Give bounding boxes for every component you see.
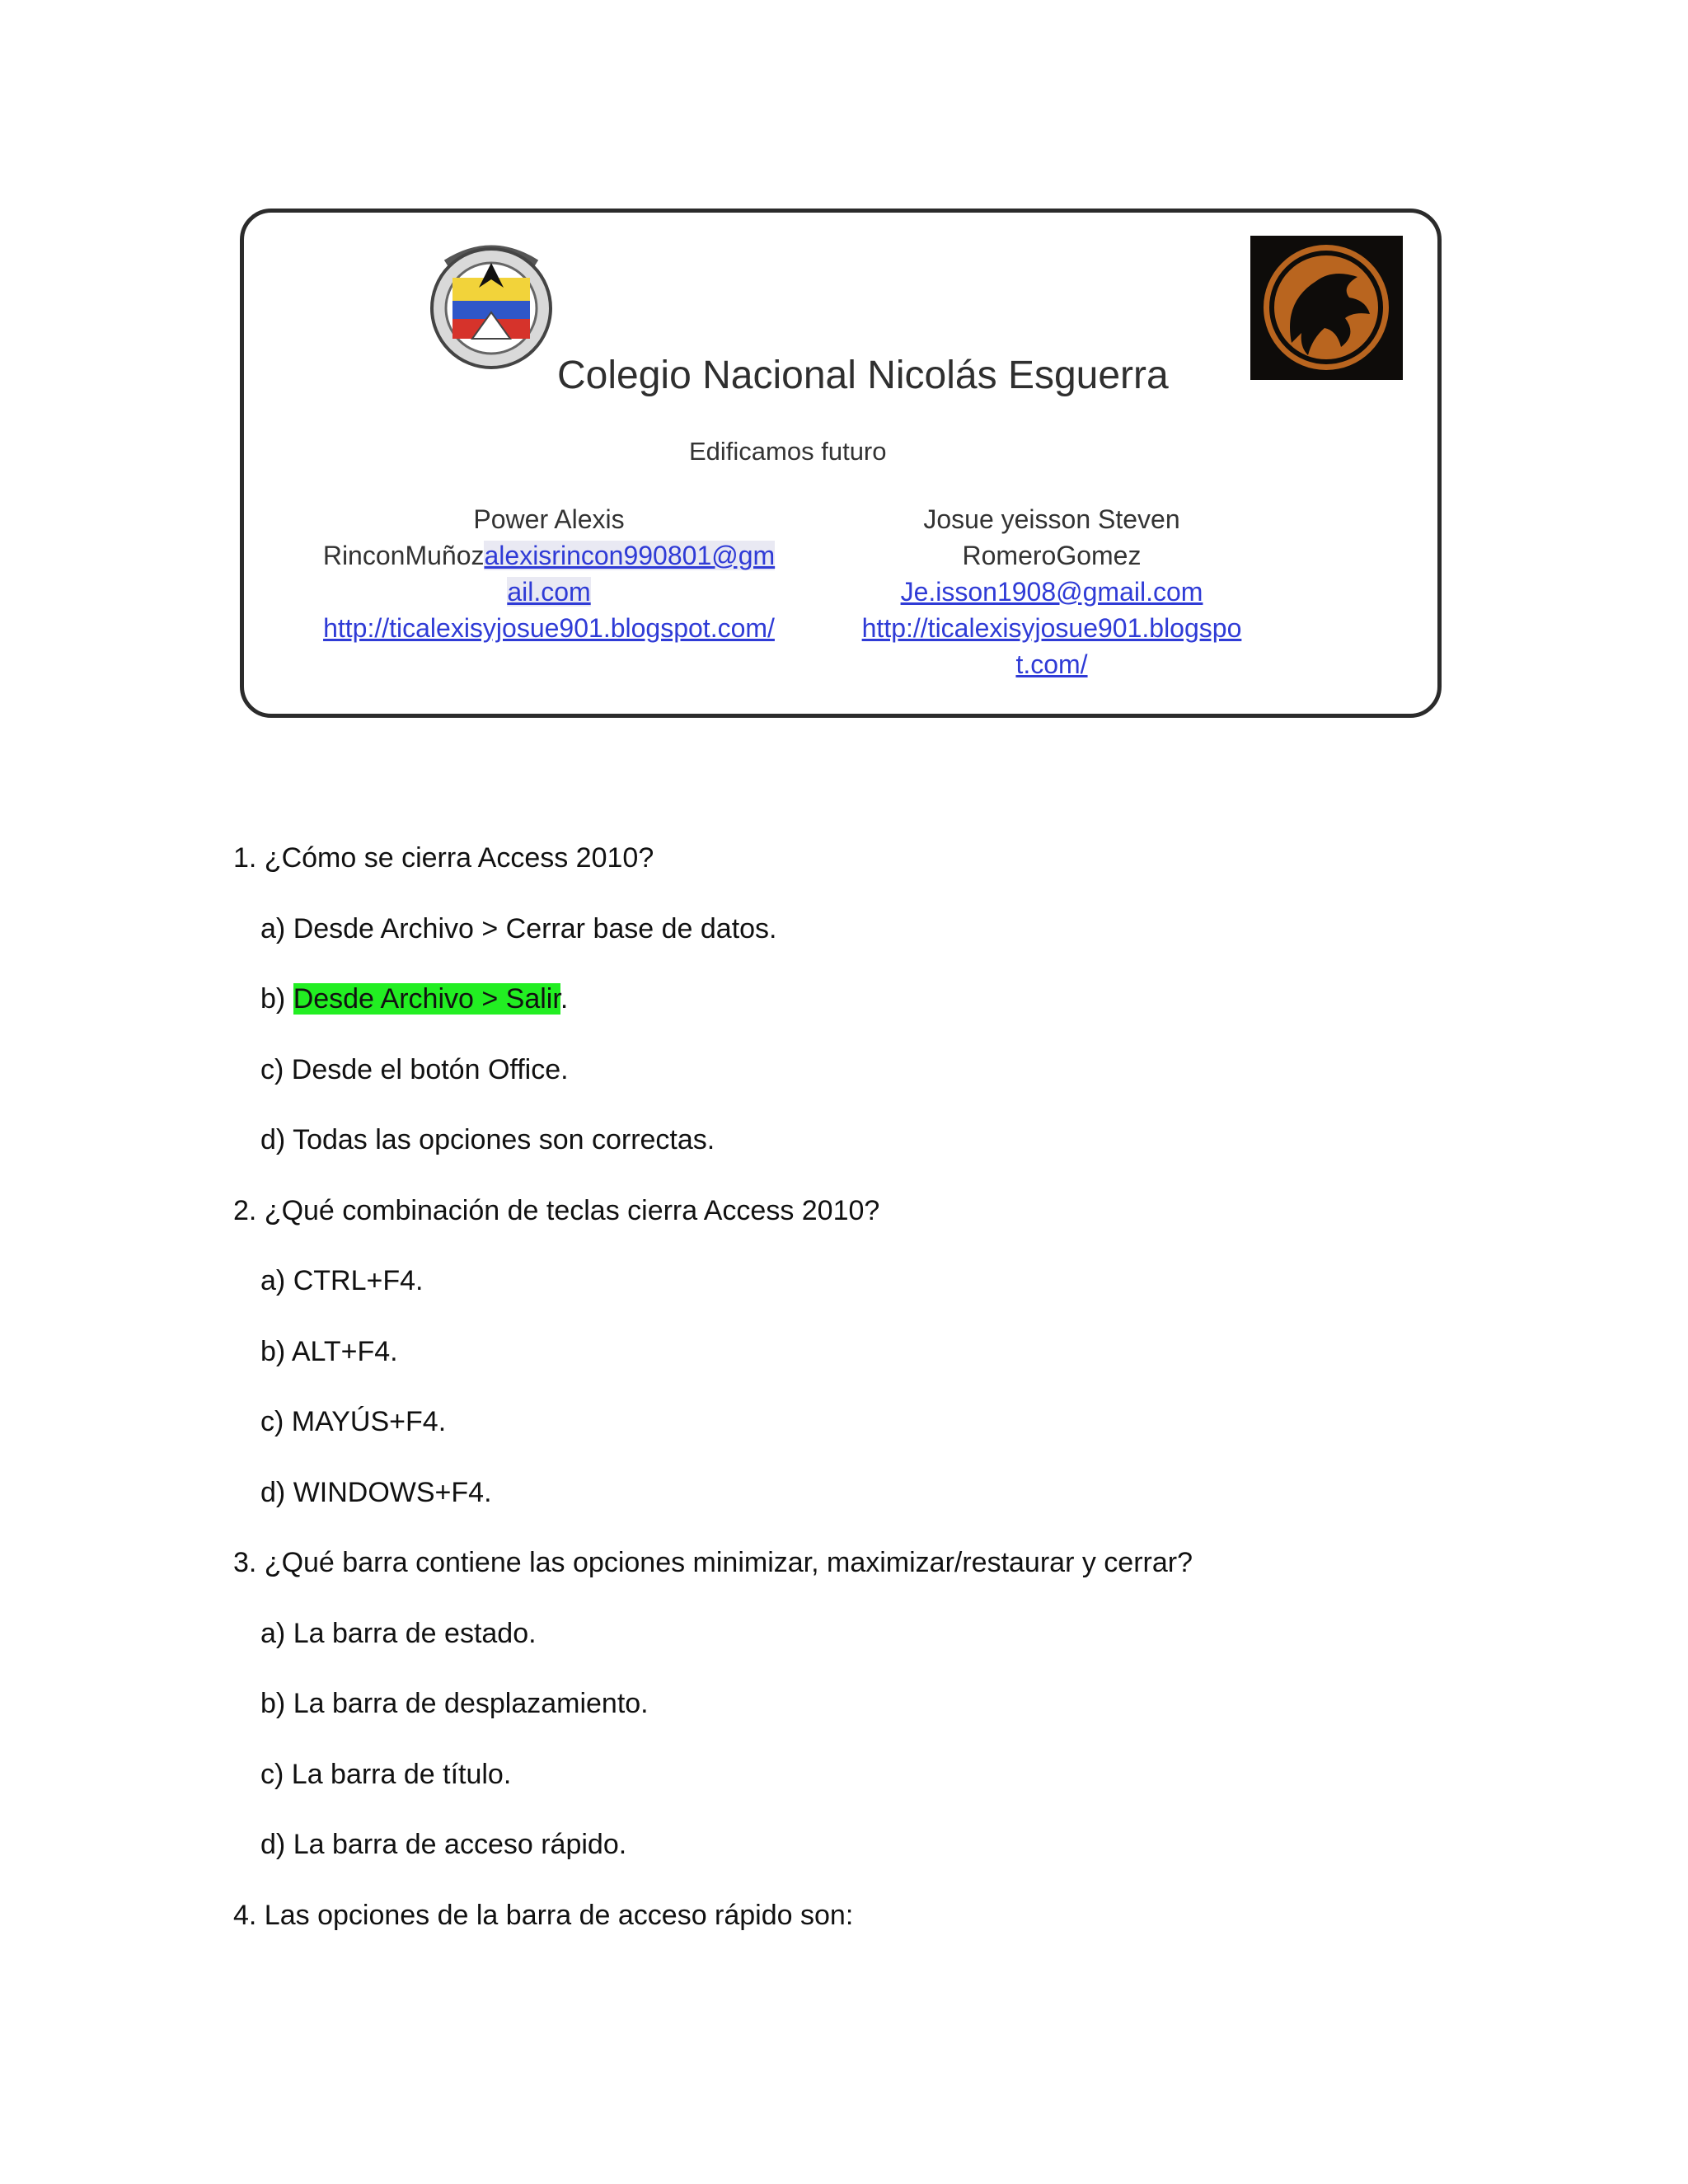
business-card bbox=[240, 209, 1442, 718]
student-right-contact bbox=[837, 501, 1266, 682]
school-seal-icon bbox=[429, 230, 553, 372]
student-right-blog-link[interactable]: http://ticalexisyjosue901.blogspo bbox=[861, 613, 1242, 643]
question-2-option-b: b) ALT+F4. bbox=[260, 1335, 398, 1367]
question-1-option-d: d) Todas las opciones son correctas. bbox=[260, 1124, 715, 1155]
student-right-blog-link-cont[interactable]: t.com/ bbox=[1015, 649, 1088, 679]
question-3: 3. ¿Qué barra contiene las opciones minimizar, maximizar/restaurar y cerrar? bbox=[233, 1547, 1193, 1578]
question-2-option-d: d) WINDOWS+F4. bbox=[260, 1476, 492, 1508]
student-right-name-line2: RomeroGomez bbox=[962, 541, 1142, 570]
student-left-email-link-cont[interactable]: ail.com bbox=[507, 577, 591, 607]
correct-answer-highlight: Desde Archivo > Salir bbox=[293, 983, 560, 1015]
question-1-option-c: c) Desde el botón Office. bbox=[260, 1053, 569, 1085]
school-name: Colegio Nacional Nicolás Esguerra bbox=[557, 354, 1169, 397]
student-right-email-link[interactable]: Je.isson1908@gmail.com bbox=[900, 577, 1203, 607]
student-left-email-link[interactable]: alexisrincon990801@gm bbox=[484, 541, 776, 570]
question-1: 1. ¿Cómo se cierra Access 2010? bbox=[233, 842, 654, 874]
question-2: 2. ¿Qué combinación de teclas cierra Access 2010? bbox=[233, 1194, 880, 1226]
school-tagline: Edificamos futuro bbox=[689, 437, 887, 466]
question-2-option-a: a) CTRL+F4. bbox=[260, 1265, 424, 1296]
question-2-option-c: c) MAYÚS+F4. bbox=[260, 1406, 447, 1437]
question-1-option-b: b) Desde Archivo > Salir. bbox=[260, 983, 569, 1015]
question-3-option-d: d) La barra de acceso rápido. bbox=[260, 1829, 627, 1860]
question-4: 4. Las opciones de la barra de acceso rápido son: bbox=[233, 1899, 854, 1931]
question-3-option-c: c) La barra de título. bbox=[260, 1758, 512, 1790]
quiz-questions bbox=[233, 832, 1552, 1960]
student-left-name-line1: Power Alexis bbox=[473, 504, 625, 534]
student-left-blog-link[interactable]: http://ticalexisyjosue901.blogspot.com/ bbox=[323, 613, 775, 643]
student-left-contact bbox=[302, 501, 796, 646]
student-right-name-line1: Josue yeisson Steven bbox=[923, 504, 1180, 534]
student-left-name-line2: RinconMuñoz bbox=[322, 541, 485, 570]
question-3-option-a: a) La barra de estado. bbox=[260, 1617, 537, 1649]
dragon-logo-icon bbox=[1250, 236, 1403, 380]
question-1-option-a: a) Desde Archivo > Cerrar base de datos. bbox=[260, 912, 777, 944]
question-3-option-b: b) La barra de desplazamiento. bbox=[260, 1688, 649, 1719]
student-left-name-email bbox=[302, 537, 796, 574]
